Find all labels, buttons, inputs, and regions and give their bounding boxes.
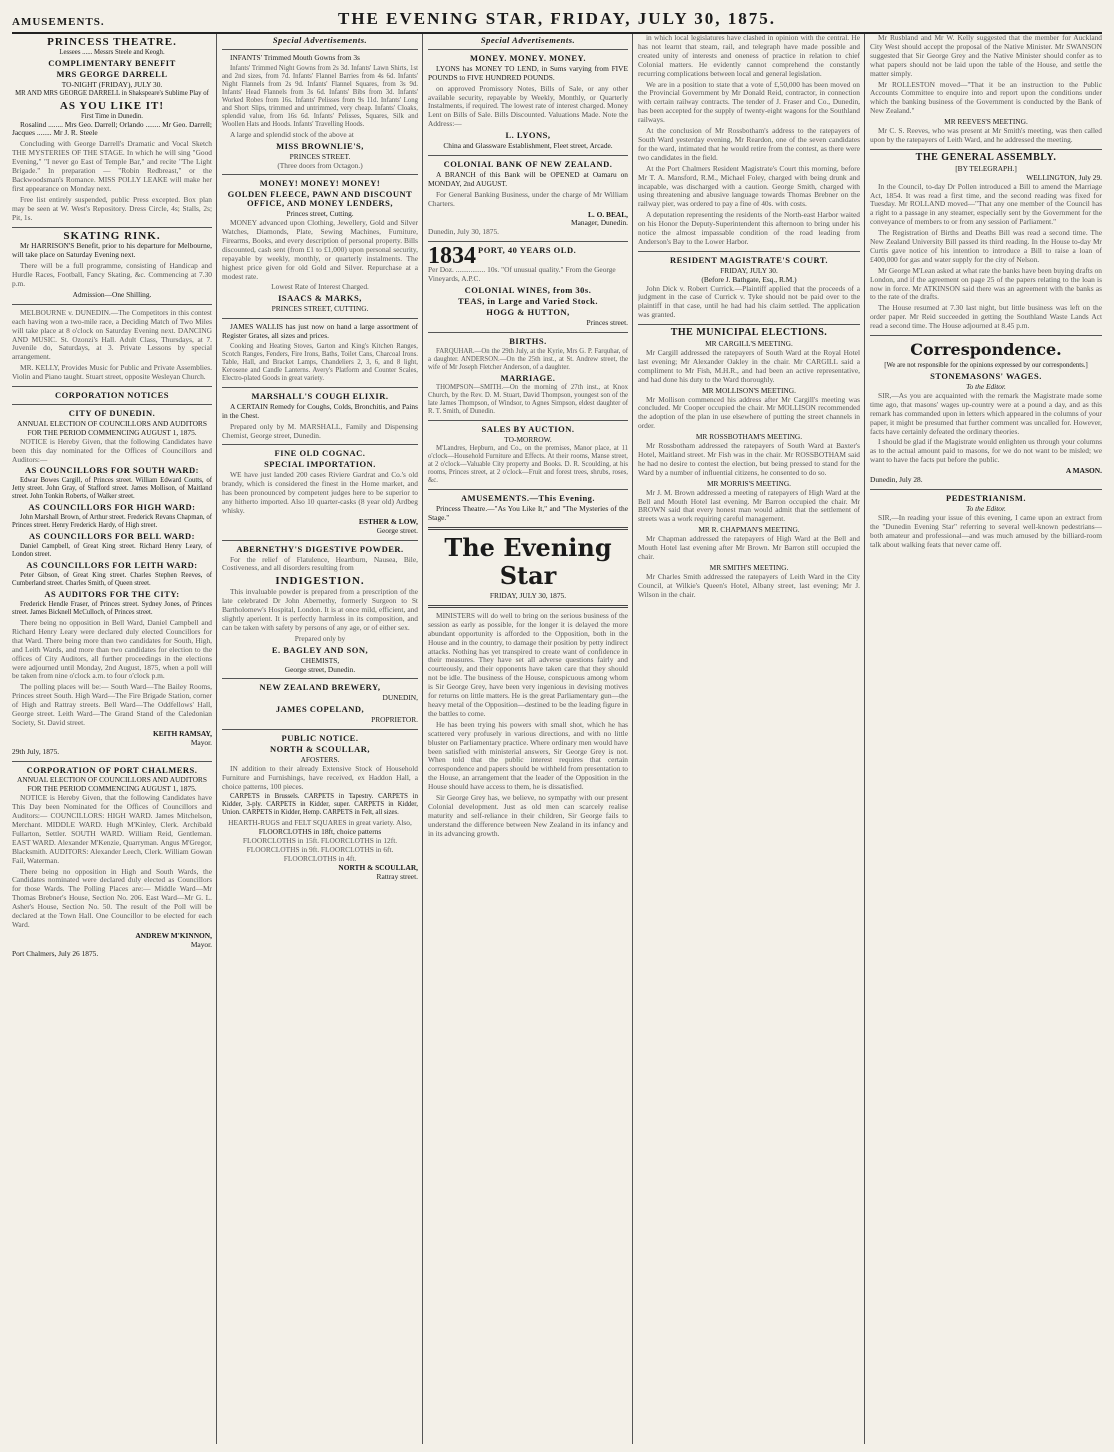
colonial-wines: COLONIAL WINES, from 30s. [464,285,592,296]
reeves-meeting: MR REEVES'S MEETING. [944,117,1028,127]
sales-auction-heading: SALES BY AUCTION. [481,424,575,435]
column-rule [632,34,633,1444]
city-signed: KEITH RAMSAY, [152,728,212,738]
marriage-heading: MARRIAGE. [500,372,556,383]
column-rule [422,34,423,1444]
cargill-meeting: MR CARGILL'S MEETING. [705,339,793,349]
resident-court-before: (Before J. Bathgate, Esq., R.M.) [701,274,797,284]
hogg-hutton: HOGG & HUTTON, [486,306,570,317]
special-ads-heading-2: Special Advertisements. [480,35,576,45]
esther-low-address: George street. [376,525,418,535]
corporation-title: CORPORATION NOTICES [55,390,169,401]
resident-court-heading: RESIDENT MAGISTRATE'S COURT. [670,254,828,265]
admission: Admission—One Shilling. [72,289,152,299]
play-note: First Time in Dunedin. [81,112,143,120]
theatre-name: PRINCESS THEATRE. [47,36,177,48]
play-title: AS YOU LIKE IT! [59,99,165,112]
section-label-amusements: AMUSEMENTS. [12,16,105,28]
city-title: CITY OF DUNEDIN. [68,408,156,418]
bell-ward-heading: AS COUNCILLORS FOR BELL WARD: [29,531,195,542]
auditor-names: Frederick Hendle Fraser, of Princes street. Sydney Jones, of Princes street. James Bicknell McCulloch, of Princes street. [12,600,212,616]
column-parliament: Mr Rusbland and Mr W. Kelly suggested that the member for Auckland City West should accept the proposal of the Native Minister. Mr SWANSON suggested that Sir George Grey and the Native Minister should confer as to what papers should not be laid upon the table of the House, and settle the matter simply. Mr ROLLESTON moved—"That it be an instruction to the Public Accounts Committee to enquire into and report upon the conditions under which the banking business of the Government is conducted by the Bank of New Zealand." MR REEVES'S MEETING. Mr C. S. Reeves, who was present at Mr Smith's meeting, was then called upon by the ratepayers of Leith Ward, and he addressed the meeting. THE GENERAL ASSEMBLY. [BY TELEGRAPH.] WELLINGTON, July 29. In the Council, to-day Dr Pollen introduced a Bill to amend the Marriage Act, 1854. It was read a first time, and the second reading was fixed for Tuesday. Mr ROLLAND moved—"That any one member of the Council has a right to a passage in any steamer, especially sent by the Government for the conveyance of members to or from any session of Parliament." The Registration of Births and Deaths Bill was read a second time. The New Zealand University Bill passed its third reading. In the House to-day Mr Curtis gave notice of his intention to introduce a Bill to raise a loan of £400,000 for gas and water supply for the city of Nelson. Mr George M'Lean asked at what rate the banks have been buying drafts on London, and if the agreement on page 25 of the papers relating to the loan is now in force. Mr ATKINSON said there was an agreement with the banks as to the rate of the drafts. The House resumed at 7.30 last night, but little business was left on the order paper. Mr Reid succeeded in getting the Southland Waste Lands Act read a second time. The House adjourned at 8.45 p.m. Correspondence. [We are not responsible for the opinions expressed by our correspondents.] STONEMASONS' WAGES. To the Editor. SIR,—As you are acquainted with the remark the Magistrate made some time ago, that masons' wages up-country were at a pound a day, and as this remark has commanded upon in letters which appeared in the columns of your paper, it might be presumed that further comment was uncalled for. However, facts have certainly defeated the ordinary theories. I should be glad if the Magistrate would enlighten us through your columns as to the actual amount paid to masons, for we do not want to be misled; we want to have the facts put before the public. A MASON. Dunedin, July 28. PEDESTRIANISM. To the Editor. SIR,—In reading your issue of this evening, I came upon an extract from the "Dunedin Evening Star" referring to several well-known pedestrians—both amateur and professional—and was much amused by the billiard-room talk about walking feats that never came off. [870,34,1102,549]
annual-election: ANNUAL ELECTION OF COUNCILLORS AND AUDITORS FOR THE PERIOD COMMENCING AUGUST 1, 1875. [17,418,207,437]
amusements-this-evening: AMUSEMENTS.—This Evening. [460,493,596,504]
port-corporation-title: CORPORATION OF PORT CHALMERS. [26,764,198,775]
james-wallis-ad: JAMES WALLIS has just now on hand a large assortment of Register Grates, all sizes and prices. [222,322,418,341]
marshall-elixir: MARSHALL'S COUGH ELIXIR. [251,390,389,401]
bell-ward-names: Daniel Campbell, of Great King street. Richard Henry Leary, of London street. [12,543,212,559]
stonemasons-to-editor: To the Editor. [966,382,1006,391]
pedestrianism-to-editor: To the Editor. [966,503,1006,513]
lyons-name: L. LYONS, [505,130,551,141]
colonial-bank-manager: L. O. BEAL, [587,209,628,219]
column-news: in which local legislatures have clashed in opinion with the central. He has not learnt that steam, rail, and telegraph have made possible and created unity of interests and oneness of practice in relation to chief Colonial matters. He evidently cannot comprehend the constantly recurring complications between local and general legislation. We are in a position to state that a vote of £,50,000 has been moved on the Provincial Government by Mr Donald Reid, contractor, in connection with certain railway contracts. The tender of J. Fraser and Co., Dunedin, has been accepted for the supply of twenty-eight wagons for the Southland railways. At the conclusion of Mr Rossbotham's address to the ratepayers of South Ward yesterday evening, Mr Reardon, one of the seven candidates for the ward, intimated that he would retire from the contest, as there were two candidates in the field. At the Port Chalmers Resident Magistrate's Court this morning, before Mr T. A. Mansford, R.M., Michael Foley, charged with being drunk and incapable, was discharged with a caution. George Smith, charged with using threatening and abusive language towards Thomas Brebner on the railway pier, was ordered to pay a fine of 40s. with costs. A deputation representing the residents of the North-east Harbor waited on his Honor the Deputy-Superintendent this afternoon to bring under his notice the almost impassable condition of the road leading from Anderson's Bay to the Lower Harbor. RESIDENT MAGISTRATE'S COURT. FRIDAY, JULY 30. (Before J. Bathgate, Esq., R.M.) John Dick v. Robert Currick.—Plaintiff applied that the proceeds of a judgment in the case of Currick v. Tyke should not be paid over to the plaintiff in that case, until he had had his claim settled. The application was granted. THE MUNICIPAL ELECTIONS. MR CARGILL'S MEETING. Mr Cargill addressed the ratepayers of South Ward at the Royal Hotel last evening; Mr Alexander Oakley in the chair. Mr CARGILL said a compliment to Mr Fish, M.H.R., and had been an active representative, and had done his duty to the Ward thoroughly. MR MOLLISON'S MEETING. Mr Mollison commenced his address after Mr Cargill's meeting was concluded. Mr Cooper occupied the chair. Mr MOLLISON recommended the adoption of the plan in use elsewhere of putting the street channels in order. MR ROSSBOTHAM'S MEETING. Mr Rossbotham addressed the ratepayers of South Ward at Baxter's Hotel, Maitland street. Mr Fish was in the chair. Mr ROSSBOTHAM said he had no desire to contest the election, but being pressed to stand for the Ward by a number of influential citizens, he consented to do so. MR MORRIS'S MEETING. Mr J. M. Brown addressed a meeting of ratepayers of High Ward at the Bell and Mouth Hotel last evening. Mr Barron occupied the chair. Mr BROWN said that every honest man would admit that the settlement of streets was a work requiring careful management. MR R. CHAPMAN'S MEETING. Mr Chapman addressed the ratepayers of High Ward at the Bell and Mouth Hotel last evening after Mr Brown. Mr Barron still occupied the chair. MR SMITH'S MEETING. Mr Charles Smith addressed the ratepayers of Leith Ward in the City Council, at Wilkie's Queen's Hotel, Albany street, last evening; Mr J. Wilson in the chair. [638,34,860,599]
colonial-bank-manager-role: Manager, Dunedin. [571,218,628,228]
money-heading: MONEY! MONEY! MONEY! [259,178,381,189]
general-assembly-heading: THE GENERAL ASSEMBLY. [915,151,1057,163]
column-special-ads-2: Special Advertisements. MONEY. MONEY. MONEY. LYONS has MONEY TO LEND, in Sums varying from FIVE POUNDS to FIVE HUNDRED POUNDS. on approved Promissory Notes, Bills of Sale, or any other available security, repayable by Weekly, Monthly, or Quarterly Instalments, if required. The lowest rate of interest charged. Money Lent on Bills of Sale. Bills Discounted. Valuations Made. Note the Address:— L. LYONS, China and Glassware Establishment, Fleet street, Arcade. COLONIAL BANK OF NEW ZEALAND. A BRANCH of this Bank will be OPENED at Oamaru on MONDAY, 2nd AUGUST. For General Banking Business, under the charge of Mr William Charters. L. O. BEAL, Manager, Dunedin. Dunedin, July 30, 1875. 1834 PORT, 40 YEARS OLD. Per Doz. ................ 10s. "Of unusual quality." From the George Vineyards, A.P.C. COLONIAL WINES, from 30s. TEAS, in Large and Varied Stock. HOGG & HUTTON, Princes street. BIRTHS. FARQUHAR.—On the 29th July, at the Kyrie, Mrs G. P. Farquhar, of a daughter. ANDERSON.—On the 25th inst., at St. Andrew street, the wife of Mr Joseph Fletcher Anderson, of a daughter. MARRIAGE. THOMPSON—SMITH.—On the morning of 27th inst., at Knox Church, by the Rev. D. M. Stuart, David Thompson, youngest son of the late James Thompson, of Windsor, to Agnes Simpson, eldest daughter of R. T. Smith, of Dunedin. SALES BY AUCTION. TO-MORROW. M'Landres, Hepburn, and Co., on the premises, Manor place, at 11 o'clock—Household Furniture and Effects. At their rooms, Manse street, at 2 o'clock—Valuable City property and Books. D. R. Scoulding, at his rooms, Princes street, at 2 o'clock—Fruit and forest trees, shrubs, roses, &c. AMUSEMENTS.—This Evening. Princess Theatre.—"As You Like It," and "The Mysteries of the Stage." The Evening Star FRIDAY, JULY 30, 1875. MINISTERS will do well to bring on the serious business of the session as early as possible, for the longer it is delayed the more abundant opportunity is afforded to the Opposition, both in the House and in the country, to damage their position by petty indirect attacks. Nothing has yet transpired to create want of confidence in their measures. They have set all adverse questions fairly and courteously, and their opponents have taken care that they should not be idle. The business of the House, conspicuous among whom is Sir George Grey, have been very ingenious in devising motives for returns on little matters. He is the great Parliamentary gun—the heavy metal of the Opposition—destined to be the leading figure in the battles to come. He has been trying his powers with small shot, which he has scattered very profusely in various directions, and with no little bluster on Parliamentary practice. Where ordinary men would have been satisfied with ministerial answers, Sir George Grey is not. When told that the public interest requires that certain correspondence and papers should be withheld from presentation to the House, an arrangement that the leader of the Opposition in the House should have access to them, he is dissatisfied. Sir George Grey has, we believe, no sympathy with our present Colonial development. Just as old men can scarcely realise maturity and self-reliance in their children, Sir George fails to understand the difference between New Zealand in its infancy and in its advancing growth. [428,35,628,838]
south-ward-heading: AS COUNCILLORS FOR SOUTH WARD: [24,465,199,476]
carpets-list: CARPETS in Brussels. CARPETS in Tapestry. CARPETS in Kidder, 3-ply. CARPETS in Kidder, super. CARPETS in Kidder, Union. CARPETS in Kidder, Hemp. CARPETS in Felt, all sizes. [222,793,418,817]
column-rule [216,34,217,1444]
hogg-hutton-address: Princes street. [586,317,628,327]
high-ward-names: John Marshall Brown, of Arthur street. Frederick Revans Chapman, of Princes street. Henry Frederick Hardy, of High street. [12,514,212,530]
pedestrianism-heading: PEDESTRIANISM. [946,492,1026,503]
morris-meeting: MR MORRIS'S MEETING. [706,478,792,488]
importation-heading: SPECIAL IMPORTATION. [264,459,376,470]
north-scoullar: NORTH & SCOULLAR, [269,743,371,754]
isaacs-marks-address: PRINCES STREET, CUTTING. [271,304,369,314]
teas-stock: TEAS, in Large and Varied Stock. [458,295,598,306]
smith-meeting: MR SMITH'S MEETING. [709,562,789,572]
brownlie-name: MISS BROWNLIE'S, [276,140,364,151]
amusements-text: Princess Theatre.—"As You Like It," and "The Mysteries of the Stage." [428,504,628,523]
brownlie-address: PRINCES STREET. [289,151,351,161]
money-money-heading: MONEY. MONEY. MONEY. [469,52,587,63]
cognac-heading: FINE OLD COGNAC. [274,448,366,459]
bagley-role: CHEMISTS, [300,655,340,665]
leith-ward-names: Peter Gibson, of Great King street. Charles Stephen Reeves, of Cumberland street. Charles Smith, of Queen street. [12,572,212,588]
colonial-bank-text: A BRANCH of this Bank will be OPENED at Oamaru on MONDAY, 2nd AUGUST. [428,169,628,188]
golden-fleece: GOLDEN FLEECE, PAWN AND DISCOUNT OFFICE, AND MONEY LENDERS, [227,189,413,209]
brewery-owner: JAMES COPELAND, [275,704,365,715]
high-ward-heading: AS COUNCILLORS FOR HIGH WARD: [28,502,196,513]
beneficiary-name: MRS GEORGE DARRELL [56,68,168,79]
isaacs-marks: ISAACS & MARKS, [278,293,362,304]
bagley-address: George street, Dunedin. [284,664,356,674]
indigestion-heading: INDIGESTION. [275,575,365,588]
brewery-city: DUNEDIN, [382,693,418,703]
special-ads-heading: Special Advertisements. [272,35,368,45]
cast-list: Rosalind ........ Mrs Geo. Darrell; Orlando ........ Mr Geo. Darrell; Jacques ........ Mr J. R. Steele [12,119,212,138]
letter-signature: A MASON. [1065,466,1102,476]
public-notice: PUBLIC NOTICE. [281,733,359,744]
infants-gowns: INFANTS' Trimmed Mouth Gowns from 3s [230,52,360,62]
page-header [12,6,1102,34]
telegraph-note: [BY TELEGRAPH.] [955,163,1017,173]
skating-title: SKATING RINK. [63,229,161,242]
performers: MR AND MRS GEORGE DARRELL in Shakspeare's Sublime Play of [15,89,209,97]
theatre-lessees: Lessees ...... Messrs Steele and Keogh. [59,48,165,56]
column-amusements: PRINCESS THEATRE. Lessees ...... Messrs Steele and Keogh. COMPLIMENTARY BENEFIT MRS GEORGE DARRELL TO-NIGHT (FRIDAY), JULY 30. MR AND MRS GEORGE DARRELL in Shakspeare's Sublime Play of AS YOU LIKE IT! First Time in Dunedin. Rosalind ........ Mrs Geo. Darrell; Orlando ........ Mr Geo. Darrell; Jacques ........ Mr J. R. Steele Concluding with George Darrell's Dramatic and Vocal Sketch THE MYSTERIES OF THE STAGE. In which he will sing "Good Evening," "I never go East of Temple Bar," and recite "The Light Brigade." In preparation — "Robin Redbreast," or the Backwoodsman's Romance. MISS POLLY LEAKE will make her first appearance on Monday next. Free list entirely suspended, public Press excepted. Box plan may be seen at W. West's Repository. Dress Circle, 4s; Stalls, 2s; Pit, 1s. SKATING RINK. Mr HARRISON'S Benefit, prior to his departure for Melbourne, will take place on Saturday Evening next. There will be a full programme, consisting of Handicap and Hurdle Races, Football, Fancy Skating, &c. Commencing at 7.30 p.m. Admission—One Shilling. MELBOURNE v. DUNEDIN.—The Competitors in this contest each having won a two-mile race, a Deciding Match of Two Miles will take place at 8 o'clock on Saturday Evening next. DANCING AND MUSIC. St. Ozonzi's Hall. Adult Class, Thursdays, at 7. Juvenile do, Saturdays, at 3. Private Lessons by special arrangement. MR. KELLY, Provides Music for Public and Private Assemblies. Violin and Piano taught. Stuart street, opposite Wesleyan Church. CORPORATION NOTICES CITY OF DUNEDIN. ANNUAL ELECTION OF COUNCILLORS AND AUDITORS FOR THE PERIOD COMMENCING AUGUST 1, 1875. NOTICE is Hereby Given, that the following Candidates have been this day nominated for the Offices of Councillors and Auditors:— AS COUNCILLORS FOR SOUTH WARD: Edwar Bowes Cargill, of Princes street. William Edward Coutts, of Jetty street. John Gray, of Stafford street. James Mollison, of Maitland street. John Tonkin Roberts, of Walker street. AS COUNCILLORS FOR HIGH WARD: John Marshall Brown, of Arthur street. Frederick Revans Chapman, of Princes street. Henry Frederick Hardy, of High street. AS COUNCILLORS FOR BELL WARD: Daniel Campbell, of Great King street. Richard Henry Leary, of London street. AS COUNCILLORS FOR LEITH WARD: Peter Gibson, of Great King street. Charles Stephen Reeves, of Cumberland street. Charles Smith, of Queen street. AS AUDITORS FOR THE CITY: Frederick Hendle Fraser, of Princes street. Sydney Jones, of Princes street. James Bicknell McCulloch, of Princes street. There being no opposition in Bell Ward, Daniel Campbell and Richard Henry Leary were declared duly elected Councillors for that Ward. There being more than two candidates for South, High, and Leith Wards, and more than two candidates for election to the offices of City Auditors, all further proceedings in the elections were adjourned until Monday, 2nd August, 1875, when a poll will be taken from nine o'clock a.m. to four o'clock p.m. The polling places will be:— South Ward—The Bailey Rooms, Princes street South. High Ward—The Fire Brigade Station, corner of High and Rattray streets. Bell Ward—The Oddfellows' Hall, George street. Leith Ward—The Grand Stand of the Caledonian Society, St. David street. KEITH RAMSAY, Mayor. 29th July, 1875. CORPORATION OF PORT CHALMERS. ANNUAL ELECTION OF COUNCILLORS AND AUDITORS FOR THE PERIOD COMMENCING AUGUST 1, 1875. NOTICE is Hereby Given, that the following Candidates have This Day been Nominated for the Offices of Councillors and Auditors:— COUNCILLORS: HIGH WARD. James Mitchelson, Merchant. MIDDLE WARD. Hugh M'Kinley, Clerk. Archibald Fullarton, Settler. SOUTH WARD. William Reid, Gentleman. EAST WARD. Alexander M'Kenzie, Quarryman. Angus M'Gregor, Blacksmith. AUDITORS: Alexander Leech, Clerk. William Gowan Fail, Waterman. There being no opposition in High and South Wards, the Candidates nominated were declared duly elected as Councillors for those Wards. The Polling Places are:— Middle Ward—Mr Thomas Brebner's House, Section No. 206. East Ward—Mr G. L. Asher's House, Section No. 50. The result of the Poll will be declared at the Town Hall. One Councillor to be elected for each Ward. ANDREW M'KINNON, Mayor. Port Chalmers, July 26 1875. [12,36,212,958]
page-title: THE EVENING STAR, FRIDAY, JULY 30, 1875. [337,9,777,28]
marshall-text: A CERTAIN Remedy for Coughs, Colds, Bronchitis, and Pains in the Chest. [222,401,418,420]
municipal-elections-heading: THE MUNICIPAL ELECTIONS. [670,327,828,339]
sales-tomorrow: TO-MORROW. [504,435,552,445]
chapman-meeting: MR R. CHAPMAN'S MEETING. [698,525,800,535]
rossbotham-meeting: MR ROSSBOTHAM'S MEETING. [695,432,803,442]
north-scoullar-sign: NORTH & SCOULLAR, [338,863,418,872]
resident-court-date: FRIDAY, JULY 30. [720,265,778,275]
city-notice-date: 29th July, 1875. [12,746,60,756]
paper-date: FRIDAY, JULY 30, 1875. [489,591,567,600]
port-year: 1834 [428,243,476,270]
lyons-text: LYONS has MONEY TO LEND, in Sums varying from FIVE POUNDS to FIVE HUNDRED POUNDS. [428,63,628,82]
correspondence-heading: Correspondence. [910,340,1062,360]
wellington-dateline: WELLINGTON, July 29. [1026,172,1102,182]
auditors-heading: AS AUDITORS FOR THE CITY: [44,589,180,600]
abernethy-powder: ABERNETHY'S DIGESTIVE POWDER. [236,543,404,554]
correspondence-disclaimer: [We are not responsible for the opinions expressed by our correspondents.] [884,362,1088,370]
column-rule [864,34,865,1444]
lyons-address: China and Glassware Establishment, Fleet street, Arcade. [443,141,613,151]
port-signed-role: Mayor. [190,939,212,949]
brewery-name: NEW ZEALAND BREWERY, [259,682,381,693]
bagley-and-son: E. BAGLEY AND SON, [271,644,369,655]
births-heading: BIRTHS. [509,335,547,346]
mollison-meeting: MR MOLLISON'S MEETING. [702,385,796,395]
north-scoullar-address: Rattray street. [376,871,418,881]
stonemasons-heading: STONEMASONS' WAGES. [930,371,1042,382]
city-signed-role: Mayor. [190,737,212,747]
colonial-bank-title: COLONIAL BANK OF NEW ZEALAND. [443,158,613,169]
port-annual-election: ANNUAL ELECTION OF COUNCILLORS AND AUDITORS FOR THE PERIOD COMMENCING AUGUST 1, 1875. [17,775,207,794]
letter-date: Dunedin, July 28. [870,475,923,485]
esther-low: ESTHER & LOW, [358,516,418,526]
port-notice-date: Port Chalmers, July 26 1875. [12,948,99,958]
benefit-heading: COMPLIMENTARY BENEFIT [48,57,176,68]
port-text: PORT, 40 YEARS OLD. [478,245,577,256]
floorcloths: FLOORCLOTHS in 18ft, choice patterns [258,827,382,837]
leith-ward-heading: AS COUNCILLORS FOR LEITH WARD: [26,560,198,571]
column-special-ads-1: Special Advertisements. INFANTS' Trimmed Mouth Gowns from 3s Infants' Trimmed Night Gowns from 2s 3d. Infants' Lawn Shirts, 1st and 2nd sizes, from 7d. Infants' Flannel Barries from 4s 6d. Infants' Night Flannels from 2s 9d. Infants' Flannel Squares, from 3s 9d. Infants' Head Flannels from 3s 6d. Infants' Bibs from 3d. Infants' Worked Robes from 16s. Infants' Pelisses from 9s 11d. Infants' Long and Short Slips, trimmed and untrimmed, very cheap. Infants' Cloaks, splendid value, from 16s 6d. Infants' Pelisses, Squares, Silk and Woollen Hats and Hoods. Infants' Travelling Hoods. A large and splendid stock of the above at MISS BROWNLIE'S, PRINCES STREET. (Three doors from Octagon.) MONEY! MONEY! MONEY! GOLDEN FLEECE, PAWN AND DISCOUNT OFFICE, AND MONEY LENDERS, Princes street, Cutting. MONEY advanced upon Clothing, Jewellery, Gold and Silver Watches, Diamonds, Plate, Sewing Machines, Furniture, Firearms, Books, and every description of personal property. Bills discounted, cash sent (from £1 to £1,000) upon personal security, repayable by weekly, monthly, or quarterly instalments. The highest price given for old Gold and Silver. Repurchase at a modest rate. Lowest Rate of Interest Charged. ISAACS & MARKS, PRINCES STREET, CUTTING. JAMES WALLIS has just now on hand a large assortment of Register Grates, all sizes and prices. Cooking and Heating Stoves, Garton and King's Kitchen Ranges, Scotch Ranges, Fenders, Fire Irons, Baths, Toilet Cans, Charcoal Irons. Table, Hall, and Bracket Lamps, Chandeliers 2, 3, 6, and 8 light, Kerosene and Candle Lanterns. Avery's Platform and Counter Scales, Electro-plated Goods in great variety. MARSHALL'S COUGH ELIXIR. A CERTAIN Remedy for Coughs, Colds, Bronchitis, and Pains in the Chest. Prepared only by M. MARSHALL, Family and Dispensing Chemist, George street, Dunedin. FINE OLD COGNAC. SPECIAL IMPORTATION. WE have just landed 200 cases Riviere Gardrat and Co.'s old brandy, which is considered the finest in the Home market, and has been pronounced by competent judges here to be superior to any hitherto imported. Also 10 quarter-casks (8 year old) Ardbeg whisky. ESTHER & LOW, George street. ABERNETHY'S DIGESTIVE POWDER. For the relief of Flatulence, Heartburn, Nausea, Bile, Costiveness, and all disorders resulting from INDIGESTION. This invaluable powder is prepared from a prescription of the late celebrated Dr John Abernethy, formerly Surgeon to St Bartholomew's Hospital, London. It is at once mild, efficient, and slightly aperient. It is perfectly harmless in its composition, and can be taken with safety by persons of any age, or of either sex. Prepared only by E. BAGLEY AND SON, CHEMISTS, George street, Dunedin. NEW ZEALAND BREWERY, DUNEDIN, JAMES COPELAND, PROPRIETOR. PUBLIC NOTICE. NORTH & SCOULLAR, AFOSTERS. IN addition to their already Extensive Stock of Household Furniture and Furnishings, have received, ex Haddon Hall, a choice patterns, 100 pieces. CARPETS in Brussels. CARPETS in Tapestry. CARPETS in Kidder, 3-ply. CARPETS in Kidder, super. CARPETS in Kidder, Union. CARPETS in Kidder, Hemp. CARPETS in Felt, all sizes. HEARTH-RUGS and FELT SQUARES in great variety. Also, FLOORCLOTHS in 18ft, choice patterns FLOORCLOTHS in 15ft. FLOORCLOTHS in 12ft. FLOORCLOTHS in 9ft. FLOORCLOTHS in 6ft. FLOORCLOTHS in 4ft. NORTH & SCOULLAR, Rattray street. [222,35,418,881]
brewery-owner-role: PROPRIETOR. [371,715,418,725]
south-ward-names: Edwar Bowes Cargill, of Princes street. William Edward Coutts, of Jetty street. John Gray, of Stafford street. James Mollison, of Maitland street. John Tonkin Roberts, of Walker street. [12,477,212,501]
performance-date: TO-NIGHT (FRIDAY), JULY 30. [61,79,163,89]
paper-title: The Evening Star [444,533,612,590]
north-scoullar-role: AFOSTERS. [300,754,340,764]
port-signed: ANDREW M'KINNON, [135,930,212,940]
skating-text: Mr HARRISON'S Benefit, prior to his departure for Melbourne, will take place on Saturday Evening next. [12,241,212,260]
golden-fleece-address: Princes street, Cutting. [286,209,354,219]
